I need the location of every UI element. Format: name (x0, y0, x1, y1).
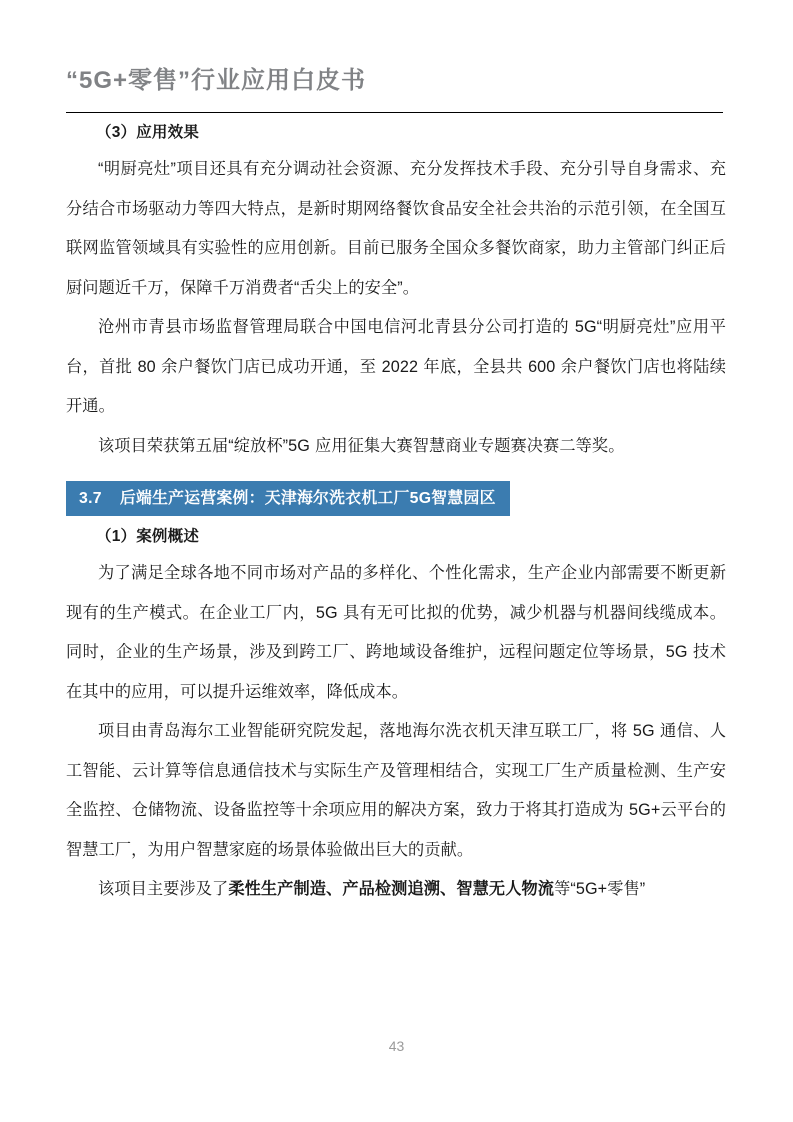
section-heading-3-7 (66, 481, 510, 516)
paragraph-4: 为了满足全球各地不同市场对产品的多样化、个性化需求，生产企业内部需要不断更新现有的生产模式。在企业工厂内，5G 具有无可比拟的优势，减少机器与机器间线缆成本。同时，企业的生产场景，涉及到跨工厂、跨地域设备维护，远程问题定位等场景，5G 技术在其中的应用，可以提升运维效率，降低成本。 (66, 564, 726, 701)
section-heading-wrap (66, 481, 726, 516)
running-header (66, 66, 724, 96)
paragraph-3: 该项目荣获第五届“绽放杯”5G 应用征集大赛智慧商业专题赛决赛二等奖。 (98, 436, 625, 455)
page-content (66, 120, 726, 910)
paragraph-2: 沧州市青县市场监督管理局联合中国电信河北青县分公司打造的 5G“明厨亮灶”应用平台，首批 80 余户餐饮门店已成功开通，至 2022 年底，全县共 600 余户餐饮门店也将陆续开通。 (66, 318, 726, 415)
paragraph-1: “明厨亮灶”项目还具有充分调动社会资源、充分发挥技术手段、充分引导自身需求、充分结合市场驱动力等四大特点，是新时期网络餐饮食品安全社会共治的示范引领，在全国互联网监管领域具有实验性的应用创新。目前已服务全国众多餐饮商家，助力主管部门纠正后厨问题近千万，保障千万消费者“舌尖上的安全”。 (66, 160, 726, 297)
section-number: 3.7 (79, 490, 102, 507)
section-title: 后端生产运营案例：天津海尔洗衣机工厂5G智慧园区 (119, 490, 496, 507)
header-divider (66, 112, 723, 113)
paragraph-5: 项目由青岛海尔工业智能研究院发起，落地海尔洗衣机天津互联工厂，将 5G 通信、人工智能、云计算等信息通信技术与实际生产及管理相结合，实现工厂生产质量检测、生产安全监控、仓储物流、设备监控等十余项应用的解决方案，致力于将其打造成为 5G+云平台的智慧工厂，为用户智慧家庭的场景体验做出巨大的贡献。 (66, 722, 726, 859)
paragraph-6-tail: 等“5G+零售” (554, 880, 646, 898)
paragraph-6 (66, 870, 726, 910)
document-title: “5G+零售”行业应用白皮书 (66, 67, 367, 94)
paragraph-6-lead: 该项目主要涉及了 (98, 880, 229, 898)
heading-case-overview: （1）案例概述 (96, 528, 200, 545)
paragraph-6-emphasis: 柔性生产制造、产品检测追溯、智慧无人物流 (228, 880, 555, 898)
page-number: 43 (388, 1038, 405, 1054)
heading-application-effect: （3）应用效果 (96, 124, 200, 141)
